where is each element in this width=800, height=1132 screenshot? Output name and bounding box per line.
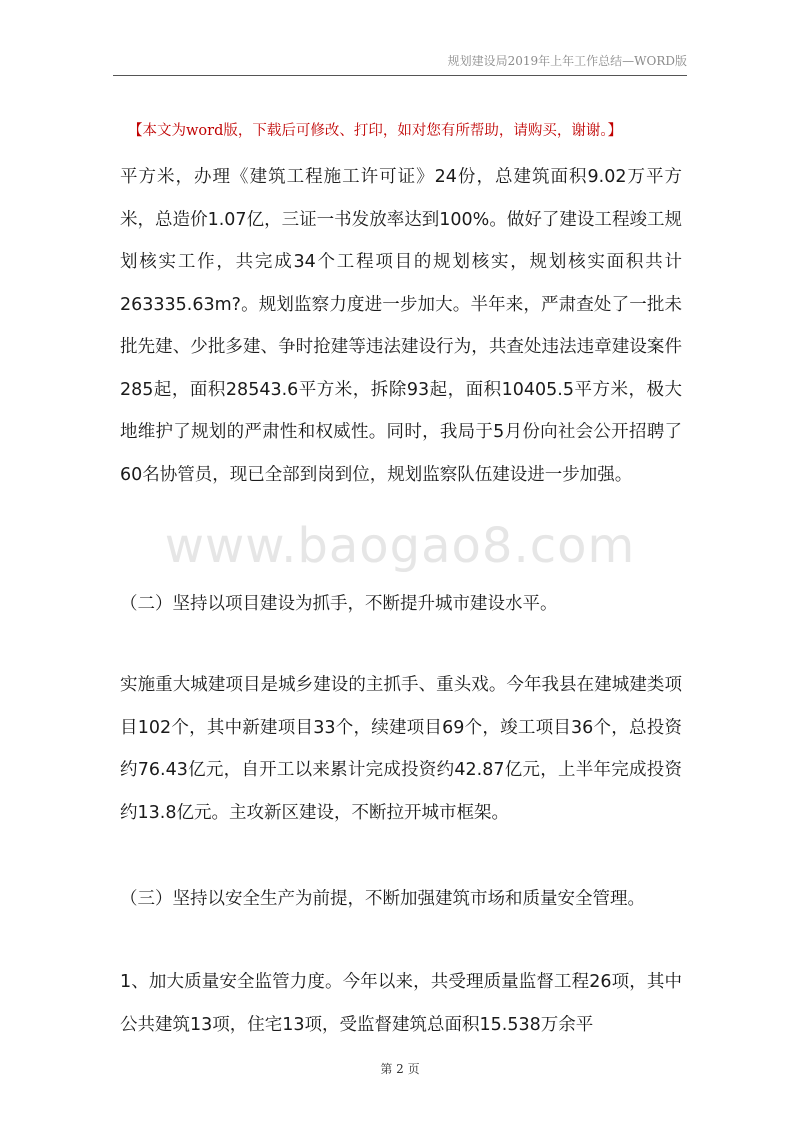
watermark: www.baogao8.com — [164, 518, 636, 574]
header-divider — [113, 75, 687, 76]
paragraph-quality-safety: 1、加大质量安全监管力度。今年以来，共受理质量监督工程26项，其中公共建筑13项，住宅13项，受监督建筑总面积15.538万余平 — [120, 972, 682, 1035]
section-heading-3: （三）坚持以安全生产为前提，不断加强建筑市场和质量安全管理。 — [120, 889, 645, 909]
section-heading-2: （二）坚持以项目建设为抓手，不断提升城市建设水平。 — [120, 594, 558, 614]
paragraph-project-construction: 实施重大城建项目是城乡建设的主抓手、重头戏。今年我县在建城建类项目102个，其中新建项目33个，续建项目69个，竣工项目36个，总投资约76.43亿元，自开工以来累计完成投资约42.87亿元，上半年完成投资约13.8亿元。主攻新区建设，不断拉开城市框架。 — [120, 675, 682, 823]
page-header: 规划建设局2019年上年工作总结—WORD版 — [447, 54, 687, 68]
paragraph-planning-supervision: 平方米，办理《建筑工程施工许可证》24份，总建筑面积9.02万平方米，总造价1.07亿，三证一书发放率达到100%。做好了建设工程竣工规划核实工作，共完成34个工程项目的规划核实，规划核实面积共计263335.63m?。规划监察力度进一步加大。半年来，严肃查处了一批未批先建、少批多建、争时抢建等违法建设行为，共查处违法违章建设案件285起，面积28543.6平方米，拆除93起，面积10405.5平方米，极大地维护了规划的严肃性和权威性。同时，我局于5月份向社会公开招聘了60名协管员，现已全部到岗到位，规划监察队伍建设进一步加强。 — [120, 167, 682, 485]
purchase-notice: 【本文为word版，下载后可修改、打印，如对您有所帮助，请购买，谢谢。】 — [128, 123, 623, 139]
page-number: 第 2 页 — [380, 1062, 420, 1076]
